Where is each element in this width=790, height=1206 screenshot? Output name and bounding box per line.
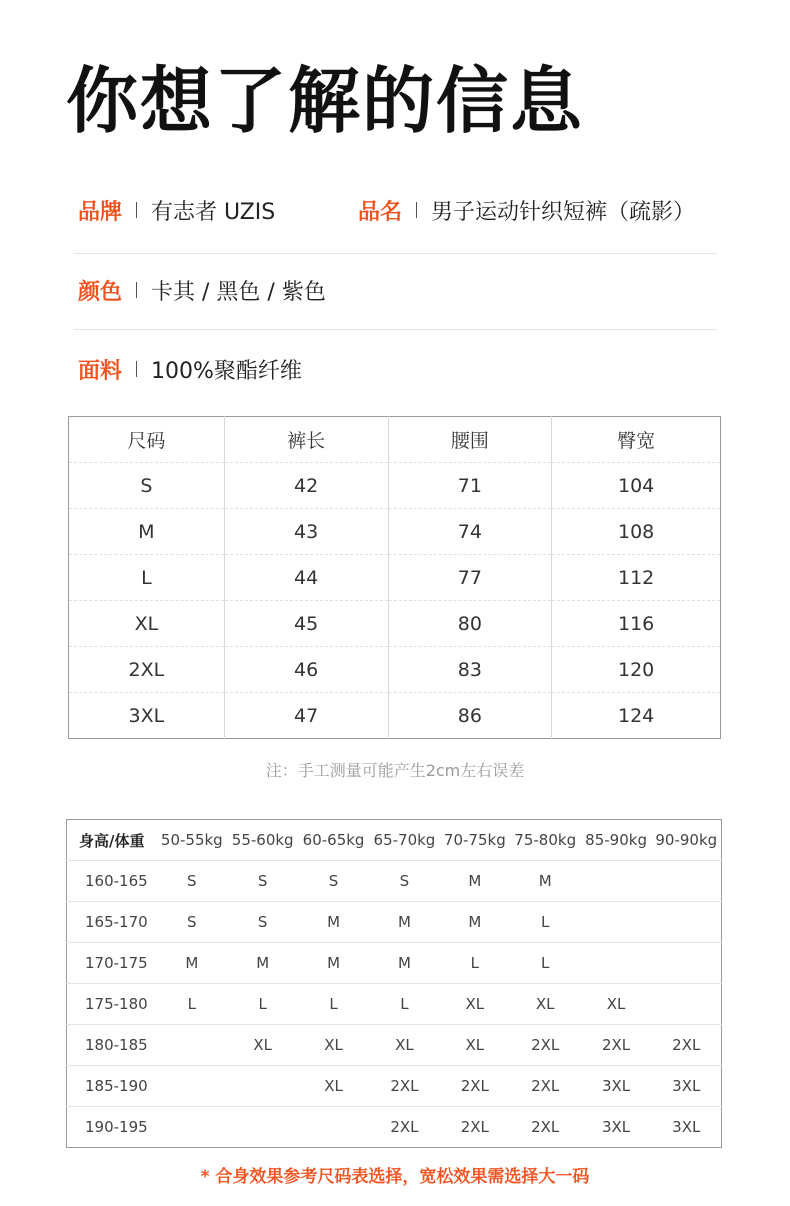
table-cell: 3XL (581, 1107, 652, 1148)
table-row (69, 555, 721, 601)
header-cell: 60-65kg (302, 831, 365, 849)
table-cell: 43 (224, 509, 388, 555)
divider (74, 253, 717, 254)
table-cell: M (69, 509, 225, 555)
color-value: 卡其 / 黑色 / 紫色 (151, 279, 326, 305)
table-cell: XL (298, 1025, 369, 1066)
table-row (69, 601, 721, 647)
table-cell: L (227, 984, 298, 1025)
table-cell (581, 861, 652, 902)
table-row (69, 647, 721, 693)
table-cell: L (369, 984, 440, 1025)
table-cell: 104 (552, 463, 721, 509)
table-cell: 2XL (652, 1025, 722, 1066)
table-cell: 120 (552, 647, 721, 693)
table-row (67, 1066, 722, 1107)
material-value: 100%聚酯纤维 (151, 358, 302, 384)
table-cell: XL (581, 984, 652, 1025)
table-cell: M (298, 902, 369, 943)
size-table (68, 416, 721, 739)
table-cell: 185-190 (67, 1066, 157, 1107)
table-row (67, 902, 722, 943)
table-cell: 160-165 (67, 861, 157, 902)
table-cell (652, 861, 722, 902)
header-cell: 身高/体重 (79, 831, 145, 850)
table-cell: 45 (224, 601, 388, 647)
table-cell: L (156, 984, 227, 1025)
table-cell (581, 943, 652, 984)
table-cell: 44 (224, 555, 388, 601)
table-cell: 170-175 (67, 943, 157, 984)
table-row (69, 693, 721, 739)
table-cell: 2XL (510, 1066, 581, 1107)
table-cell (652, 984, 722, 1025)
table-cell: 2XL (440, 1107, 510, 1148)
table-cell: 165-170 (67, 902, 157, 943)
table-cell: L (510, 943, 581, 984)
measurement-note: 注：手工测量可能产生2cm左右误差 (265, 761, 525, 780)
size-table-header (69, 417, 721, 463)
table-cell: L (298, 984, 369, 1025)
header-cell: 臀宽 (552, 417, 721, 463)
header-cell: 腰围 (388, 417, 552, 463)
brand-row (78, 190, 275, 230)
table-cell: XL (510, 984, 581, 1025)
table-cell: M (440, 902, 510, 943)
table-cell: 2XL (369, 1107, 440, 1148)
table-cell: XL (440, 1025, 510, 1066)
header-cell: 65-70kg (373, 831, 436, 849)
table-cell: S (227, 902, 298, 943)
table-cell: 42 (224, 463, 388, 509)
table-cell: 74 (388, 509, 552, 555)
table-row (69, 463, 721, 509)
header-cell: 裤长 (224, 417, 388, 463)
table-cell: M (298, 943, 369, 984)
table-cell: S (369, 861, 440, 902)
fit-table-header (67, 820, 722, 861)
table-cell: 108 (552, 509, 721, 555)
color-row (78, 270, 326, 310)
header-cell: 85-90kg (585, 831, 647, 849)
table-cell (156, 1066, 227, 1107)
separator (416, 202, 417, 218)
table-cell: 124 (552, 693, 721, 739)
table-cell: 2XL (510, 1107, 581, 1148)
table-cell: 3XL (652, 1107, 722, 1148)
table-cell: 2XL (440, 1066, 510, 1107)
table-cell: 77 (388, 555, 552, 601)
table-cell: 47 (224, 693, 388, 739)
table-cell: 2XL (510, 1025, 581, 1066)
table-cell (227, 1107, 298, 1148)
table-cell: S (156, 902, 227, 943)
page-title: 你想了解的信息 (66, 59, 585, 143)
fit-table (66, 819, 722, 1148)
separator (136, 361, 137, 377)
table-cell: 3XL (652, 1066, 722, 1107)
table-cell (652, 943, 722, 984)
table-cell: M (369, 902, 440, 943)
table-cell (227, 1066, 298, 1107)
table-cell: XL (440, 984, 510, 1025)
table-cell (156, 1025, 227, 1066)
table-cell: L (510, 902, 581, 943)
table-cell: M (369, 943, 440, 984)
table-cell: 71 (388, 463, 552, 509)
header-cell: 55-60kg (231, 831, 294, 849)
table-cell (652, 902, 722, 943)
name-value: 男子运动针织短裤（疏影） (431, 199, 696, 225)
header-cell: 尺码 (127, 430, 166, 452)
header-cell: 75-80kg (514, 831, 577, 849)
table-cell: 116 (552, 601, 721, 647)
table-cell: 175-180 (67, 984, 157, 1025)
table-cell: L (69, 555, 225, 601)
table-row (67, 984, 722, 1025)
header-cell: 70-75kg (443, 831, 506, 849)
header-cell: 50-55kg (160, 831, 223, 849)
table-cell: S (156, 861, 227, 902)
fit-advice-note: * 合身效果参考尺码表选择，宽松效果需选择大一码 (200, 1167, 590, 1187)
table-cell: S (227, 861, 298, 902)
table-cell: 83 (388, 647, 552, 693)
separator (136, 282, 137, 298)
material-label: 面料 (78, 358, 123, 384)
table-cell: 46 (224, 647, 388, 693)
table-cell: XL (69, 601, 225, 647)
table-cell (156, 1107, 227, 1148)
separator (136, 202, 137, 218)
table-row (69, 509, 721, 555)
table-cell: 112 (552, 555, 721, 601)
table-cell: M (227, 943, 298, 984)
table-cell: XL (369, 1025, 440, 1066)
table-cell: XL (298, 1066, 369, 1107)
table-cell: 86 (388, 693, 552, 739)
product-name-row (358, 190, 695, 230)
table-cell: 2XL (69, 647, 225, 693)
table-cell: M (156, 943, 227, 984)
table-row (67, 943, 722, 984)
table-cell: 190-195 (67, 1107, 157, 1148)
brand-value: 有志者 UZIS (151, 199, 276, 225)
header-cell: 90-90kg (655, 831, 718, 849)
table-cell: XL (227, 1025, 298, 1066)
table-cell: M (510, 861, 581, 902)
name-label: 品名 (358, 199, 403, 225)
divider (74, 329, 717, 330)
table-cell: 2XL (581, 1025, 652, 1066)
table-row (67, 1107, 722, 1148)
table-cell: 80 (388, 601, 552, 647)
color-label: 颜色 (78, 279, 123, 305)
table-cell: S (69, 463, 225, 509)
table-cell: M (440, 861, 510, 902)
table-cell (298, 1107, 369, 1148)
table-cell: 2XL (369, 1066, 440, 1107)
material-row (78, 349, 302, 389)
table-row (67, 861, 722, 902)
brand-label: 品牌 (78, 199, 123, 225)
table-cell: 3XL (69, 693, 225, 739)
table-cell: S (298, 861, 369, 902)
table-cell: 180-185 (67, 1025, 157, 1066)
table-row (67, 1025, 722, 1066)
table-cell: L (440, 943, 510, 984)
table-cell: 3XL (581, 1066, 652, 1107)
table-cell (581, 902, 652, 943)
